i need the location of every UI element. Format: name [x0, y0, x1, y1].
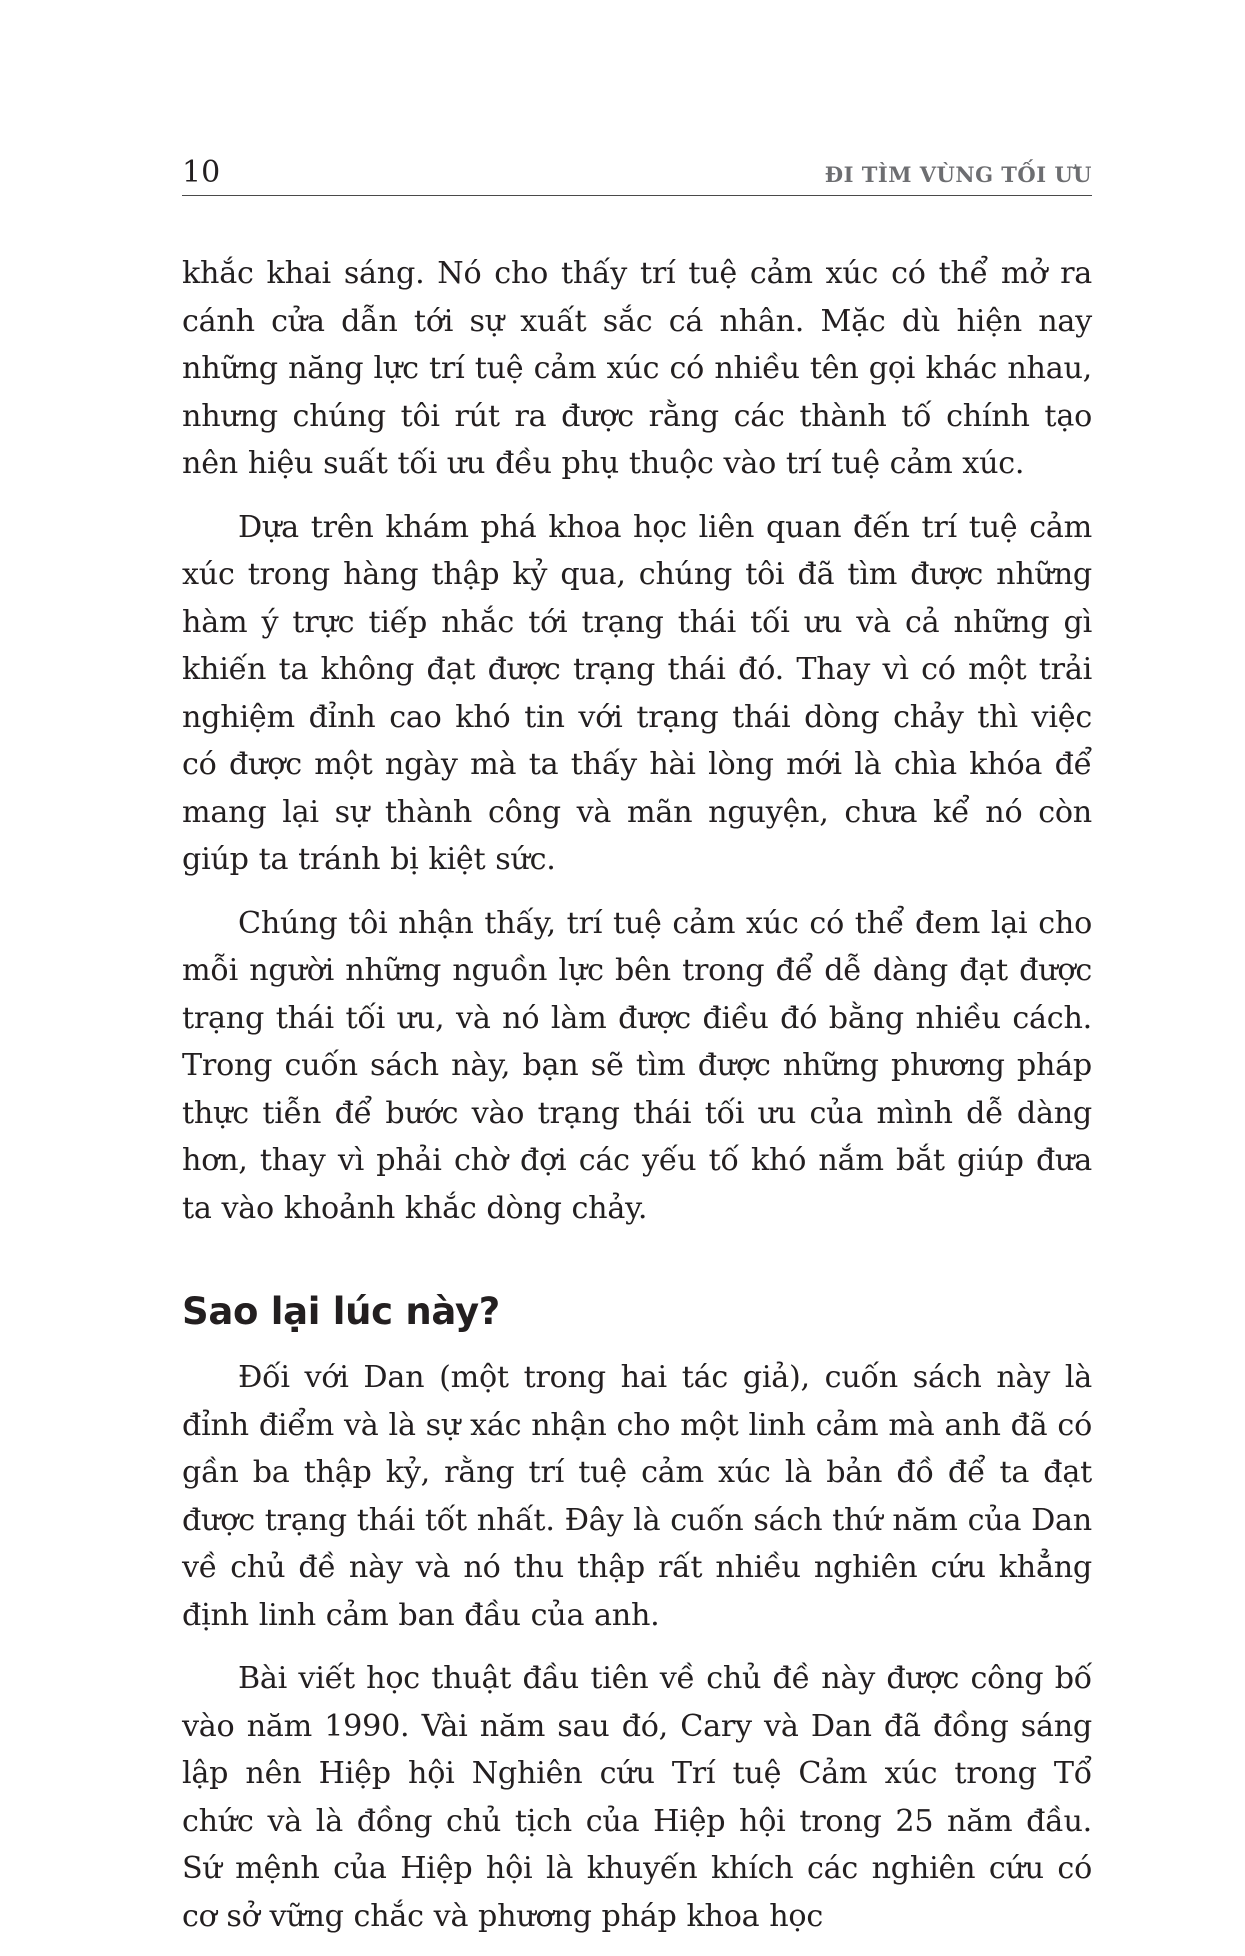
paragraph: Chúng tôi nhận thấy, trí tuệ cảm xúc có thể đem lại cho mỗi người những nguồn lực bên trong để dễ dàng đạt được trạng thái tối ưu, và nó làm được điều đó bằng nhiều cách. Trong cuốn sách này, bạn sẽ tìm được những phương pháp thực tiễn để bước vào trạng thái tối ưu của mình dễ dàng hơn, thay vì phải chờ đợi các yếu tố khó nắm bắt giúp đưa ta vào khoảnh khắc dòng chảy.: [182, 905, 1092, 1226]
page-number: 10: [182, 155, 221, 190]
paragraph: khắc khai sáng. Nó cho thấy trí tuệ cảm xúc có thể mở ra cánh cửa dẫn tới sự xuất sắc cá nhân. Mặc dù hiện nay những năng lực trí tuệ cảm xúc có nhiều tên gọi khác nhau, nhưng chúng tôi rút ra được rằng các thành tố chính tạo nên hiệu suất tối ưu đều phụ thuộc vào trí tuệ cảm xúc.: [182, 256, 1092, 481]
paragraph: Bài viết học thuật đầu tiên về chủ đề này được công bố vào năm 1990. Vài năm sau đó, Cary và Dan đã đồng sáng lập nên Hiệp hội Nghiên cứu Trí tuệ Cảm xúc trong Tổ chức và là đồng chủ tịch của Hiệp hội trong 25 năm đầu. Sứ mệnh của Hiệp hội là khuyến khích các nghiên cứu có cơ sở vững chắc và phương pháp khoa học: [182, 1661, 1092, 1934]
page-header: [182, 155, 1092, 196]
running-head: ĐI TÌM VÙNG TỐI ƯU: [824, 162, 1092, 187]
page-body: [182, 250, 1092, 1956]
paragraph: Dựa trên khám phá khoa học liên quan đến trí tuệ cảm xúc trong hàng thập kỷ qua, chúng tôi đã tìm được những hàm ý trực tiếp nhắc tới trạng thái tối ưu và cả những gì khiến ta không đạt được trạng thái đó. Thay vì có một trải nghiệm đỉnh cao khó tin với trạng thái dòng chảy thì việc có được một ngày mà ta thấy hài lòng mới là chìa khóa để mang lại sự thành công và mãn nguyện, chưa kể nó còn giúp ta tránh bị kiệt sức.: [182, 509, 1092, 877]
section-heading: Sao lại lúc này?: [182, 1290, 500, 1333]
paragraph: Đối với Dan (một trong hai tác giả), cuốn sách này là đỉnh điểm và là sự xác nhận cho một linh cảm mà anh đã có gần ba thập kỷ, rằng trí tuệ cảm xúc là bản đồ để ta đạt được trạng thái tốt nhất. Đây là cuốn sách thứ năm của Dan về chủ đề này và nó thu thập rất nhiều nghiên cứu khẳng định linh cảm ban đầu của anh.: [182, 1360, 1092, 1633]
